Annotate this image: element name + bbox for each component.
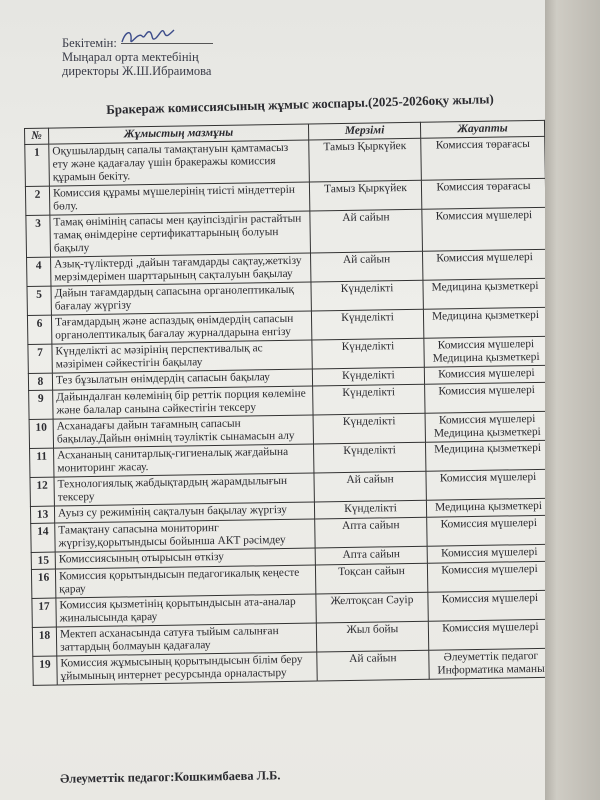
header-content: Жұмыстың мазмұны bbox=[49, 124, 309, 144]
row-content: Дайындалған көлемінің бір реттік порция көлеміне және балалар санына сәйкестігін тексеру bbox=[53, 386, 313, 419]
row-number: 13 bbox=[30, 506, 54, 523]
row-content: Азық-түліктерді ,дайын тағамдарды сақтау,жеткізу мерзімдерімен шарттарының сақталуын бақылау bbox=[51, 253, 311, 286]
row-term: Күнделікті bbox=[314, 500, 426, 519]
row-content: Комиссия құрамы мүшелерінің тиісті міндеттерін бөлу. bbox=[49, 182, 309, 215]
work-plan-table-wrapper bbox=[24, 120, 545, 686]
header-num: № bbox=[25, 128, 49, 144]
row-number: 9 bbox=[29, 390, 53, 419]
row-responsible: Медицина қызметкері bbox=[423, 278, 545, 309]
row-number: 7 bbox=[28, 344, 52, 373]
row-number: 15 bbox=[31, 552, 55, 569]
row-number: 19 bbox=[33, 656, 57, 685]
row-term: Күнделікті bbox=[313, 413, 425, 444]
row-number: 1 bbox=[25, 144, 50, 186]
row-number: 17 bbox=[32, 598, 56, 627]
row-number: 10 bbox=[29, 419, 53, 448]
adjacent-page-edge bbox=[538, 0, 600, 800]
row-term: Күнделікті bbox=[312, 338, 424, 369]
work-plan-table bbox=[24, 120, 545, 686]
approval-director: директоры Ж.Ш.Ибраимова bbox=[62, 64, 212, 78]
row-responsible: Медицина қызметкері bbox=[423, 307, 545, 338]
row-number: 4 bbox=[27, 257, 51, 286]
row-term: Күнделікті bbox=[311, 309, 423, 340]
row-responsible: Комиссия мүшелері bbox=[427, 561, 545, 592]
row-term: Апта сайын bbox=[315, 517, 427, 548]
row-responsible: Әлеуметтік педагог Информатика маманы bbox=[429, 648, 545, 679]
row-number: 5 bbox=[27, 286, 51, 315]
row-number: 11 bbox=[30, 448, 54, 477]
row-number: 6 bbox=[27, 315, 51, 344]
row-content: Күнделікті ас мәзірінің перспективалық ас мәзірімен сәйкестігін бақылау bbox=[52, 340, 312, 373]
row-content: Оқушылардың сапалы тамақтануын қамтамасыз ету және қадағалау үшін бракеражы комиссия құрамын бекіту. bbox=[49, 140, 310, 186]
row-term: Желтоқсан Сәуір bbox=[316, 592, 428, 623]
row-number: 3 bbox=[26, 215, 51, 257]
row-responsible: Комиссия төрағасы bbox=[421, 178, 545, 209]
row-responsible: Комиссия мүшелері Медицина қызметкері bbox=[425, 411, 545, 442]
row-term: Күнделікті bbox=[313, 442, 425, 473]
handwritten-signature bbox=[118, 26, 178, 48]
row-term: Ай сайын bbox=[317, 650, 429, 681]
approval-school: Мыңарал орта мектебінің bbox=[62, 50, 199, 64]
row-term: Күнделікті bbox=[311, 280, 423, 311]
row-content: Комиссия жұмысының қорытындысын білім беру ұйымының интернет ресурсында орналастыру bbox=[57, 652, 317, 685]
row-responsible: Комиссия мүшелері bbox=[422, 207, 545, 251]
row-number: 2 bbox=[25, 186, 49, 215]
row-content: Ауыз су режимінің сақталуын бақылау жүргізу bbox=[54, 502, 314, 523]
row-responsible: Комиссия мүшелері bbox=[427, 544, 545, 563]
row-term: Күнделікті bbox=[312, 367, 424, 386]
row-content: Комиссиясының отырысын өткізу bbox=[55, 548, 315, 569]
row-term: Ай сайын bbox=[310, 251, 422, 282]
document-title: Бракераж комиссиясының жұмыс жоспары.(2025-2026оқу жылы) bbox=[106, 91, 494, 117]
row-responsible: Медицина қызметкері bbox=[425, 440, 545, 471]
row-term: Ай сайын bbox=[314, 471, 426, 502]
row-term: Апта сайын bbox=[315, 546, 427, 565]
footer-signature: Әлеуметтік педагог:Кошкимбаева Л.Б. bbox=[59, 768, 281, 786]
row-term: Ай сайын bbox=[310, 209, 423, 253]
approval-label: Бекітемін: bbox=[62, 36, 117, 50]
row-responsible: Комиссия мүшелері bbox=[428, 619, 545, 650]
header-term: Мерзімі bbox=[308, 122, 420, 140]
row-content: Тамақтану сапасына мониторинг жүргізу,қорытындысы бойынша АКТ рәсімдеу bbox=[55, 519, 315, 552]
row-term: Тоқсан сайын bbox=[315, 563, 427, 594]
row-content: Технологиялық жабдықтардың жарамдылығын тексеру bbox=[54, 473, 314, 506]
row-content: Тағамдардың және аспаздық өнімдердің сапасын органолептикалық бағалау журналдарына енгізу bbox=[51, 311, 311, 344]
row-term: Тамыз Қыркүйек bbox=[309, 180, 421, 211]
row-responsible: Комиссия мүшелері bbox=[422, 249, 545, 280]
row-responsible: Комиссия мүшелері bbox=[425, 382, 545, 413]
row-content: Комиссия қызметінің қорытындысын ата-аналар жиналысында қарау bbox=[56, 594, 316, 627]
row-number: 18 bbox=[32, 627, 56, 656]
row-content: Асханадағы дайын тағамның сапасын бақылау.Дайын өнімнің тәуліктік сынамасын алу bbox=[53, 415, 313, 448]
row-responsible: Комиссия төрағасы bbox=[421, 136, 545, 180]
row-number: 16 bbox=[31, 569, 55, 598]
row-content: Тамақ өнімінің сапасы мен қауіпсіздігін растайтын тамақ өнімдеріне сертификаттарының болуын бақылу bbox=[50, 211, 311, 257]
row-content: Дайын тағамдардың сапасына органолептикалық бағалау жүргізу bbox=[51, 282, 311, 315]
row-responsible: Комиссия мүшелері Медицина қызметкері bbox=[424, 336, 545, 367]
row-number: 8 bbox=[28, 373, 52, 390]
row-term: Күнделікті bbox=[313, 384, 425, 415]
row-content: Комиссия қорытындысын педагогикалық кеңесте қарау bbox=[55, 565, 315, 598]
row-responsible: Комиссия мүшелері bbox=[428, 590, 545, 621]
row-responsible: Комиссия мүшелері bbox=[426, 469, 545, 500]
row-term: Жыл бойы bbox=[316, 621, 428, 652]
row-number: 12 bbox=[30, 477, 54, 506]
row-content: Асхананың санитарлық-гигиеналық жағдайына мониторинг жасау. bbox=[54, 444, 314, 477]
row-content: Тез бұзылатын өнімдердің сапасын бақылау bbox=[52, 369, 312, 390]
row-content: Мектеп асханасында сатуға тыйым салынған заттардың болмауын қадағалау bbox=[56, 623, 316, 656]
row-responsible: Медицина қызметкері bbox=[426, 498, 545, 517]
header-responsible: Жауапты bbox=[420, 120, 544, 138]
row-responsible: Комиссия мүшелері bbox=[427, 515, 545, 546]
row-responsible: Комиссия мүшелері bbox=[424, 365, 545, 384]
row-number: 14 bbox=[31, 523, 55, 552]
row-term: Тамыз Қыркүйек bbox=[309, 138, 422, 182]
